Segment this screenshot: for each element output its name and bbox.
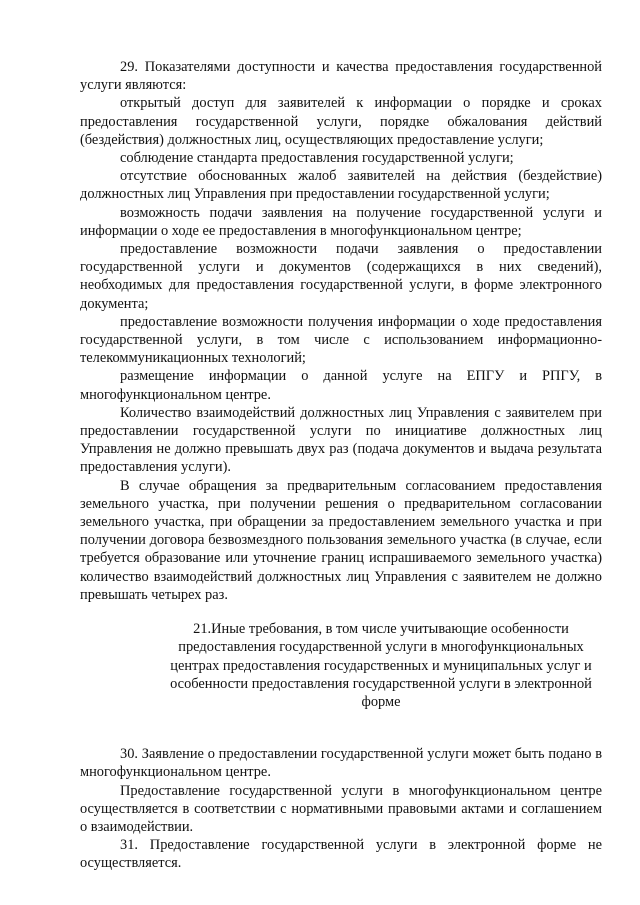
paragraph-open-access: открытый доступ для заявителей к информации о порядке и сроках предоставления государственной услуги, порядке обжалования действий (бездействия) должностных лиц, осуществляющих предоставление услуги; xyxy=(80,95,602,148)
paragraph-epgu-rpgu: размещение информации о данной услуге на ЕПГУ и РПГУ, в многофункциональном центре. xyxy=(80,368,602,403)
paragraph-no-complaints: отсутствие обоснованных жалоб заявителей на действия (бездействие) должностных лиц Управления при предоставлении государственной услуги; xyxy=(80,168,602,203)
paragraph-electronic-submission: предоставление возможности подачи заявления о предоставлении государственной услуги и документов (содержащихся в них сведений), необходимых для предоставления государственной услуги, в форме электронного документа; xyxy=(80,241,602,312)
paragraph-interaction-count: Количество взаимодействий должностных лиц Управления с заявителем при предоставлении государственной услуги по инициативе должностных лиц Управления не должно превышать двух раз (подача документов и выдача результата предоставления услуги). xyxy=(80,404,602,476)
paragraph-progress-info: предоставление возможности получения информации о ходе предоставления государственной услуги, в том числе с использованием информационно-телекоммуникационных технологий; xyxy=(80,313,602,367)
paragraph-30: 30. Заявление о предоставлении государственной услуги может быть подано в многофункциональном центре. xyxy=(80,746,602,781)
paragraph-mfc-application: возможность подачи заявления на получение государственной услуги и информации о ходе ее предоставления в многофункциональном центре; xyxy=(80,204,602,239)
paragraph-29-intro: 29. Показателями доступности и качества предоставления государственной услуги являются: xyxy=(80,59,602,94)
section-21-heading: 21.Иные требования, в том числе учитывающие особенности предоставления государственной услуги в многофункциональных центрах предоставления государственных и муниципальных услуг и особенности предоставления государственной услуги в электронной форме xyxy=(170,621,592,710)
paragraph-standard: соблюдение стандарта предоставления государственной услуги; xyxy=(120,150,514,167)
paragraph-31: 31. Предоставление государственной услуги в электронной форме не осуществляется. xyxy=(80,837,602,872)
paragraph-mfc-provision: Предоставление государственной услуги в многофункциональном центре осуществляется в соответствии с нормативными правовыми актами и соглашением о взаимодействии. xyxy=(80,782,602,835)
spacer xyxy=(80,711,602,745)
document-body xyxy=(80,58,602,873)
paragraph-land-plot-case: В случае обращения за предварительным согласованием предоставления земельного участка, при получении решения о предварительном согласовании земельного участка, при обращении за предоставлением земельного участка и при получении договора безвозмездного пользования земельного участка (в случае, если требуется образование или уточнение границ испрашиваемого земельного участка) количество взаимодействий должностных лиц Управления с заявителем не должно превышать четырех раз. xyxy=(80,477,602,603)
